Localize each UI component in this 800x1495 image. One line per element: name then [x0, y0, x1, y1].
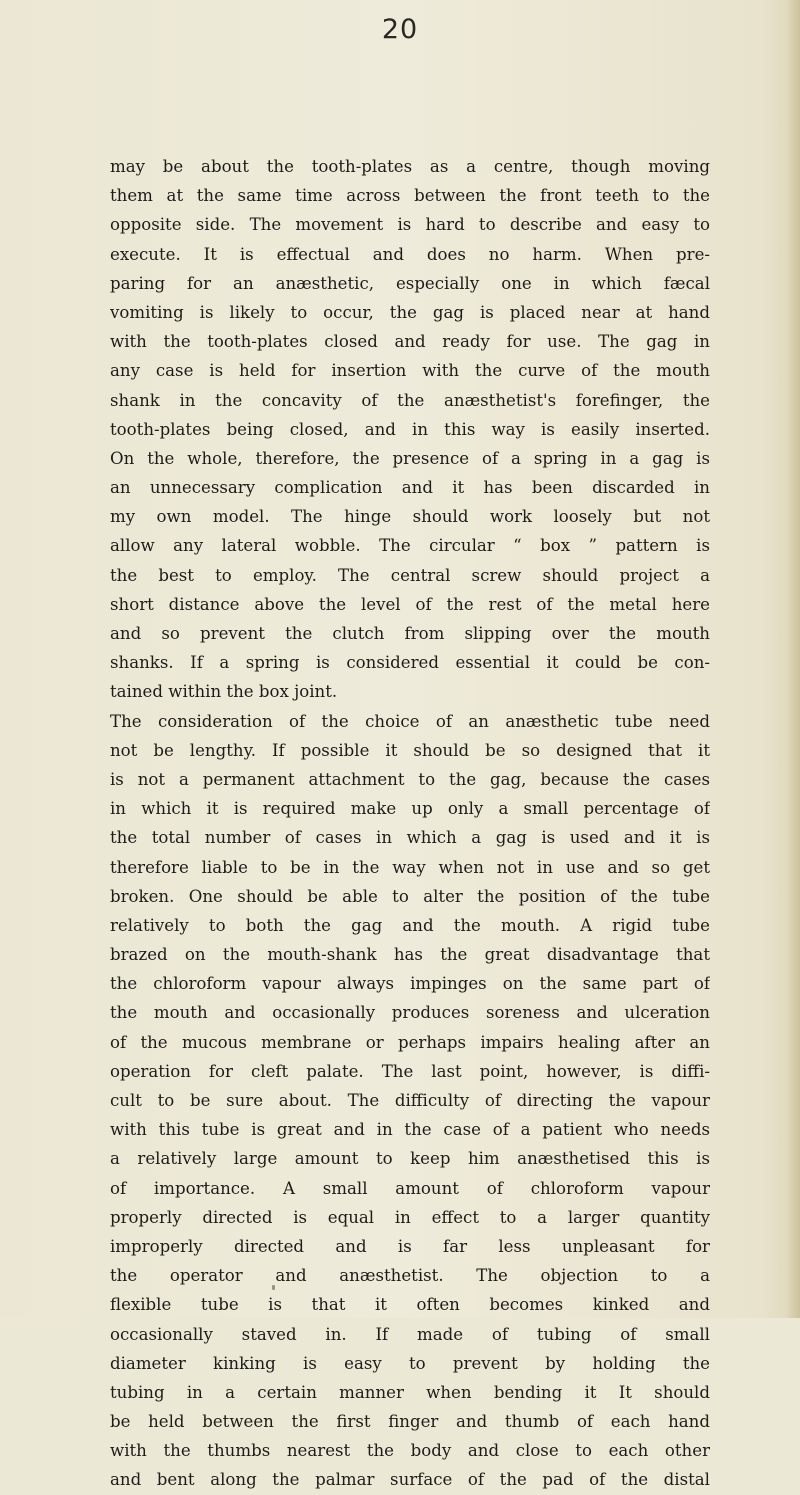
- text-line: short distance above the level of the rest of the metal here: [110, 594, 710, 614]
- text-line: may be about the tooth-plates as a centre, though moving: [110, 157, 710, 176]
- text-line: in which it is required make up only a small percentage of: [110, 799, 710, 819]
- text-line: a relatively large amount to keep him anæsthetised this is: [110, 1149, 710, 1169]
- text-line: with this tube is great and in the case of a patient who needs: [110, 1120, 710, 1140]
- text-line: execute. It is effectual and does no harm. When pre-: [110, 244, 710, 264]
- text-line: improperly directed and is far less unpleasant for: [110, 1236, 710, 1256]
- text-line: and bent along the palmar surface of the pad of the distal: [110, 1470, 710, 1490]
- page-number: 20: [381, 14, 419, 45]
- text-line: shanks. If a spring is considered essential it could be con-: [110, 653, 710, 673]
- text-line: paring for an anæsthetic, especially one in which fæcal: [110, 273, 710, 293]
- text-line: the best to employ. The central screw should project a: [110, 565, 710, 585]
- text-line: my own model. The hinge should work loosely but not: [110, 507, 710, 527]
- text-line: them at the same time across between the front teeth to the: [110, 186, 710, 206]
- text-line: any case is held for insertion with the curve of the mouth: [110, 361, 710, 381]
- text-line: shank in the concavity of the anæsthetist's forefinger, the: [110, 390, 710, 410]
- text-line: cult to be sure about. The difficulty of directing the vapour: [110, 1091, 710, 1110]
- text-line: flexible tube is that it often becomes kinked and: [110, 1295, 710, 1315]
- text-line: is not a permanent attachment to the gag, because the cases: [110, 769, 710, 789]
- text-line: occasionally staved in. If made of tubing of small: [110, 1324, 710, 1344]
- text-line: operation for cleft palate. The last point, however, is diffi-: [110, 1061, 710, 1081]
- text-line: an unnecessary complication and it has been discarded in: [110, 478, 710, 498]
- text-line: tubing in a certain manner when bending it It should: [110, 1382, 710, 1402]
- text-line: be held between the first finger and thumb of each hand: [110, 1412, 710, 1432]
- text-line: relatively to both the gag and the mouth. A rigid tube: [110, 915, 710, 935]
- text-line: the mouth and occasionally produces soreness and ulceration: [110, 1003, 710, 1023]
- body-text: [110, 152, 710, 1495]
- text-line: the operator and anæsthetist. The objection to a: [110, 1266, 710, 1286]
- text-line: of the mucous membrane or perhaps impairs healing after an: [110, 1032, 710, 1052]
- text-line: properly directed is equal in effect to a larger quantity: [110, 1207, 710, 1227]
- text-line: of importance. A small amount of chloroform vapour: [110, 1178, 710, 1198]
- text-line: the total number of cases in which a gag is used and it is: [110, 828, 710, 848]
- text-line: allow any lateral wobble. The circular “ box ” pattern is: [110, 536, 710, 556]
- page-edge-shadow: [786, 0, 800, 1318]
- text-line: with the tooth-plates closed and ready for use. The gag in: [110, 332, 710, 352]
- paper-speck: [272, 1285, 275, 1290]
- text-line-paragraph-start: The consideration of the choice of an anæsthetic tube need: [110, 711, 710, 731]
- text-line: not be lengthy. If possible it should be so designed that it: [110, 740, 710, 760]
- text-line-paragraph-end: tained within the box joint.: [110, 682, 338, 702]
- text-line: therefore liable to be in the way when not in use and so get: [110, 857, 710, 877]
- text-line: On the whole, therefore, the presence of a spring in a gag is: [110, 448, 710, 468]
- text-line: and so prevent the clutch from slipping over the mouth: [110, 624, 710, 643]
- text-line: vomiting is likely to occur, the gag is placed near at hand: [110, 302, 710, 322]
- text-line: opposite side. The movement is hard to describe and easy to: [110, 215, 710, 235]
- text-line: brazed on the mouth-shank has the great disadvantage that: [110, 945, 710, 965]
- text-line: broken. One should be able to alter the position of the tube: [110, 886, 710, 906]
- text-line: tooth-plates being closed, and in this way is easily inserted.: [110, 419, 710, 439]
- text-line: the chloroform vapour always impinges on the same part of: [110, 974, 710, 994]
- text-line: with the thumbs nearest the body and close to each other: [110, 1441, 710, 1461]
- text-line: diameter kinking is easy to prevent by holding the: [110, 1353, 710, 1373]
